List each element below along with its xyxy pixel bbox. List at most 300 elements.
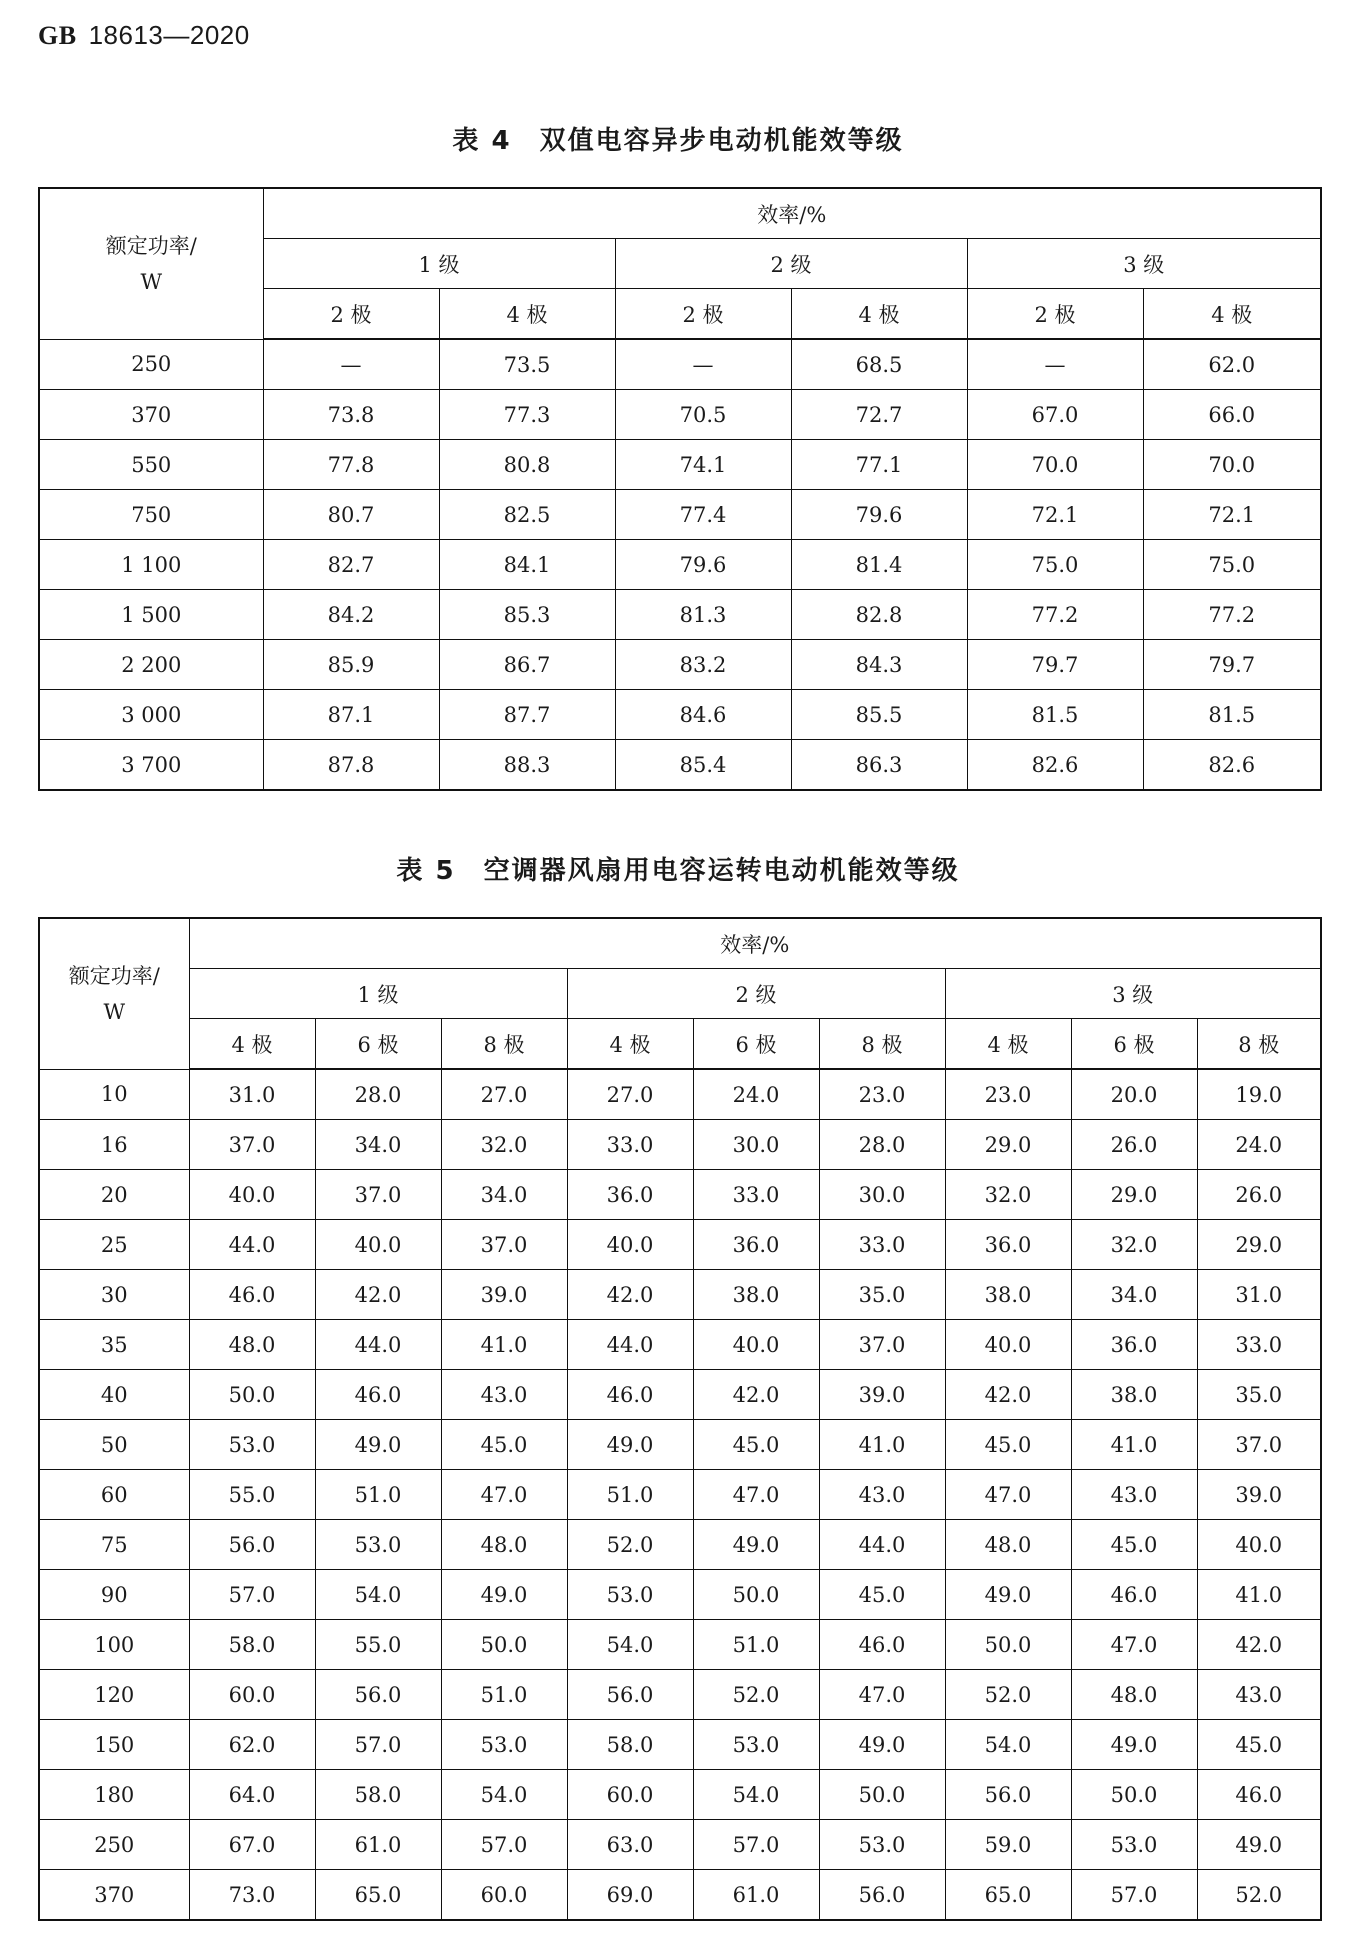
efficiency-cell: 49.0	[1197, 1820, 1321, 1870]
table5-pole-row	[39, 1019, 1321, 1070]
efficiency-cell: 27.0	[441, 1069, 567, 1120]
rated-power-cell: 1 100	[39, 540, 263, 590]
efficiency-cell: 81.5	[1143, 690, 1321, 740]
efficiency-cell: 47.0	[1071, 1620, 1197, 1670]
efficiency-cell: 41.0	[1197, 1570, 1321, 1620]
efficiency-cell: 58.0	[315, 1770, 441, 1820]
efficiency-cell: 57.0	[441, 1820, 567, 1870]
efficiency-cell: 33.0	[567, 1120, 693, 1170]
efficiency-cell: 46.0	[1071, 1570, 1197, 1620]
efficiency-cell: 37.0	[819, 1320, 945, 1370]
efficiency-cell: 74.1	[615, 440, 791, 490]
table-row	[39, 1520, 1321, 1570]
efficiency-cell: 24.0	[1197, 1120, 1321, 1170]
efficiency-cell: 70.5	[615, 390, 791, 440]
rated-power-label: 额定功率/	[105, 233, 197, 258]
efficiency-cell: 32.0	[945, 1170, 1071, 1220]
grade-header: 3 级	[967, 239, 1321, 289]
rated-power-cell: 35	[39, 1320, 189, 1370]
efficiency-cell: 84.2	[263, 590, 439, 640]
efficiency-cell: 60.0	[441, 1870, 567, 1921]
rated-power-cell: 40	[39, 1370, 189, 1420]
efficiency-cell: 51.0	[693, 1620, 819, 1670]
efficiency-cell: 28.0	[819, 1120, 945, 1170]
efficiency-cell: 40.0	[693, 1320, 819, 1370]
pole-header: 8 极	[441, 1019, 567, 1070]
rated-power-cell: 1 500	[39, 590, 263, 640]
table-row	[39, 1120, 1321, 1170]
efficiency-cell: 24.0	[693, 1069, 819, 1120]
efficiency-cell: 49.0	[945, 1570, 1071, 1620]
efficiency-cell: 50.0	[819, 1770, 945, 1820]
efficiency-cell: 50.0	[189, 1370, 315, 1420]
pole-header: 4 极	[1143, 289, 1321, 340]
efficiency-cell: 61.0	[315, 1820, 441, 1870]
rated-power-cell: 120	[39, 1670, 189, 1720]
efficiency-cell: 41.0	[441, 1320, 567, 1370]
efficiency-cell: 80.7	[263, 490, 439, 540]
efficiency-cell: 46.0	[189, 1270, 315, 1320]
efficiency-cell: —	[967, 339, 1143, 390]
efficiency-cell: 77.8	[263, 440, 439, 490]
efficiency-cell: 53.0	[189, 1420, 315, 1470]
efficiency-cell: 30.0	[819, 1170, 945, 1220]
efficiency-cell: 38.0	[693, 1270, 819, 1320]
efficiency-cell: 56.0	[315, 1670, 441, 1720]
table5-rated-power-header	[39, 918, 189, 1069]
efficiency-cell: 49.0	[1071, 1720, 1197, 1770]
efficiency-cell: 45.0	[945, 1420, 1071, 1470]
pole-header: 4 极	[439, 289, 615, 340]
efficiency-cell: 88.3	[439, 740, 615, 791]
efficiency-cell: 49.0	[315, 1420, 441, 1470]
efficiency-cell: 23.0	[819, 1069, 945, 1120]
efficiency-cell: 52.0	[693, 1670, 819, 1720]
efficiency-cell: 40.0	[567, 1220, 693, 1270]
table4-caption	[0, 120, 1356, 157]
efficiency-cell: 72.1	[967, 490, 1143, 540]
efficiency-cell: 45.0	[441, 1420, 567, 1470]
efficiency-cell: 23.0	[945, 1069, 1071, 1120]
efficiency-cell: 64.0	[189, 1770, 315, 1820]
rated-power-cell: 180	[39, 1770, 189, 1820]
efficiency-cell: 53.0	[1071, 1820, 1197, 1870]
efficiency-cell: 60.0	[567, 1770, 693, 1820]
table-row	[39, 590, 1321, 640]
efficiency-cell: 72.1	[1143, 490, 1321, 540]
efficiency-cell: 35.0	[1197, 1370, 1321, 1420]
efficiency-cell: 38.0	[1071, 1370, 1197, 1420]
grade-header: 2 级	[615, 239, 967, 289]
rated-power-cell: 75	[39, 1520, 189, 1570]
rated-power-cell: 10	[39, 1069, 189, 1120]
efficiency-cell: 67.0	[189, 1820, 315, 1870]
rated-power-cell: 100	[39, 1620, 189, 1670]
efficiency-cell: 55.0	[189, 1470, 315, 1520]
efficiency-cell: 50.0	[693, 1570, 819, 1620]
efficiency-cell: 72.7	[791, 390, 967, 440]
efficiency-cell: 29.0	[945, 1120, 1071, 1170]
efficiency-cell: 45.0	[693, 1420, 819, 1470]
efficiency-cell: 41.0	[1071, 1420, 1197, 1470]
efficiency-cell: 51.0	[567, 1470, 693, 1520]
efficiency-cell: 73.5	[439, 339, 615, 390]
efficiency-cell: 46.0	[819, 1620, 945, 1670]
efficiency-cell: 49.0	[441, 1570, 567, 1620]
efficiency-cell: 45.0	[1197, 1720, 1321, 1770]
efficiency-cell: 40.0	[1197, 1520, 1321, 1570]
efficiency-cell: 48.0	[441, 1520, 567, 1570]
document-header	[38, 20, 250, 51]
efficiency-cell: 50.0	[945, 1620, 1071, 1670]
efficiency-cell: 45.0	[819, 1570, 945, 1620]
rated-power-cell: 250	[39, 1820, 189, 1870]
efficiency-cell: 54.0	[315, 1570, 441, 1620]
pole-header: 4 极	[945, 1019, 1071, 1070]
efficiency-cell: 34.0	[315, 1120, 441, 1170]
efficiency-cell: 40.0	[315, 1220, 441, 1270]
efficiency-cell: 49.0	[819, 1720, 945, 1770]
efficiency-cell: 65.0	[945, 1870, 1071, 1921]
efficiency-cell: 77.4	[615, 490, 791, 540]
efficiency-cell: 45.0	[1071, 1520, 1197, 1570]
efficiency-cell: 60.0	[189, 1670, 315, 1720]
table-row	[39, 1470, 1321, 1520]
efficiency-cell: 54.0	[441, 1770, 567, 1820]
efficiency-cell: 52.0	[567, 1520, 693, 1570]
rated-power-cell: 90	[39, 1570, 189, 1620]
efficiency-cell: 84.6	[615, 690, 791, 740]
efficiency-cell: 82.7	[263, 540, 439, 590]
efficiency-cell: 56.0	[189, 1520, 315, 1570]
efficiency-cell: 43.0	[1197, 1670, 1321, 1720]
table5-caption-number: 表 5	[396, 856, 456, 886]
efficiency-cell: 58.0	[567, 1720, 693, 1770]
pole-header: 2 极	[263, 289, 439, 340]
rated-power-cell: 30	[39, 1270, 189, 1320]
efficiency-cell: 31.0	[1197, 1270, 1321, 1320]
efficiency-cell: 27.0	[567, 1069, 693, 1120]
efficiency-cell: 35.0	[819, 1270, 945, 1320]
efficiency-cell: 54.0	[945, 1720, 1071, 1770]
efficiency-cell: 77.2	[1143, 590, 1321, 640]
efficiency-cell: 81.5	[967, 690, 1143, 740]
efficiency-cell: 52.0	[945, 1670, 1071, 1720]
efficiency-cell: 48.0	[1071, 1670, 1197, 1720]
efficiency-cell: 50.0	[1071, 1770, 1197, 1820]
efficiency-cell: 62.0	[1143, 339, 1321, 390]
rated-power-cell: 550	[39, 440, 263, 490]
efficiency-cell: 34.0	[1071, 1270, 1197, 1320]
efficiency-cell: 46.0	[315, 1370, 441, 1420]
rated-power-unit: W	[140, 269, 163, 294]
table-row	[39, 1620, 1321, 1670]
table-row	[39, 1870, 1321, 1921]
efficiency-cell: 80.8	[439, 440, 615, 490]
rated-power-label: 额定功率/	[68, 963, 160, 988]
efficiency-cell: 84.1	[439, 540, 615, 590]
efficiency-cell: 56.0	[567, 1670, 693, 1720]
standard-code: GB	[38, 21, 77, 50]
table-row	[39, 440, 1321, 490]
rated-power-cell: 25	[39, 1220, 189, 1270]
efficiency-cell: 33.0	[819, 1220, 945, 1270]
efficiency-cell: 38.0	[945, 1270, 1071, 1320]
pole-header: 8 极	[819, 1019, 945, 1070]
efficiency-cell: 87.1	[263, 690, 439, 740]
efficiency-cell: 62.0	[189, 1720, 315, 1770]
efficiency-cell: 40.0	[189, 1170, 315, 1220]
table5-efficiency-header: 效率/%	[189, 918, 1321, 969]
efficiency-cell: 47.0	[819, 1670, 945, 1720]
table4-rated-power-header	[39, 188, 263, 339]
efficiency-cell: —	[615, 339, 791, 390]
grade-header: 3 级	[945, 969, 1321, 1019]
efficiency-cell: 48.0	[189, 1320, 315, 1370]
efficiency-cell: 40.0	[945, 1320, 1071, 1370]
table5-grade-row	[39, 969, 1321, 1019]
efficiency-cell: 44.0	[189, 1220, 315, 1270]
efficiency-cell: 77.2	[967, 590, 1143, 640]
efficiency-cell: 53.0	[693, 1720, 819, 1770]
efficiency-cell: 51.0	[441, 1670, 567, 1720]
efficiency-cell: 44.0	[819, 1520, 945, 1570]
efficiency-cell: 28.0	[315, 1069, 441, 1120]
pole-header: 6 极	[315, 1019, 441, 1070]
table-row	[39, 690, 1321, 740]
efficiency-cell: 63.0	[567, 1820, 693, 1870]
efficiency-cell: 36.0	[945, 1220, 1071, 1270]
efficiency-cell: 33.0	[1197, 1320, 1321, 1370]
efficiency-cell: 85.5	[791, 690, 967, 740]
efficiency-cell: 32.0	[1071, 1220, 1197, 1270]
table-row	[39, 540, 1321, 590]
table5	[38, 917, 1322, 1921]
table-row	[39, 1170, 1321, 1220]
efficiency-cell: 44.0	[567, 1320, 693, 1370]
efficiency-cell: 37.0	[441, 1220, 567, 1270]
efficiency-cell: 41.0	[819, 1420, 945, 1470]
efficiency-cell: 87.8	[263, 740, 439, 791]
efficiency-cell: 85.9	[263, 640, 439, 690]
grade-header: 2 级	[567, 969, 945, 1019]
rated-power-cell: 3 000	[39, 690, 263, 740]
efficiency-cell: 42.0	[1197, 1620, 1321, 1670]
table4-caption-title: 双值电容异步电动机能效等级	[539, 126, 904, 156]
table-row	[39, 1270, 1321, 1320]
efficiency-cell: 30.0	[693, 1120, 819, 1170]
efficiency-cell: 83.2	[615, 640, 791, 690]
efficiency-cell: 53.0	[315, 1520, 441, 1570]
efficiency-cell: 36.0	[1071, 1320, 1197, 1370]
efficiency-cell: 46.0	[567, 1370, 693, 1420]
efficiency-cell: 54.0	[693, 1770, 819, 1820]
efficiency-cell: 51.0	[315, 1470, 441, 1520]
rated-power-cell: 370	[39, 390, 263, 440]
efficiency-cell: 85.3	[439, 590, 615, 640]
efficiency-cell: 75.0	[1143, 540, 1321, 590]
table-row	[39, 1320, 1321, 1370]
efficiency-cell: 68.5	[791, 339, 967, 390]
pole-header: 4 极	[189, 1019, 315, 1070]
rated-power-cell: 2 200	[39, 640, 263, 690]
rated-power-cell: 60	[39, 1470, 189, 1520]
efficiency-cell: 20.0	[1071, 1069, 1197, 1120]
table-row	[39, 1420, 1321, 1470]
efficiency-cell: 73.0	[189, 1870, 315, 1921]
efficiency-cell: 43.0	[1071, 1470, 1197, 1520]
efficiency-cell: 67.0	[967, 390, 1143, 440]
pole-header: 6 极	[693, 1019, 819, 1070]
rated-power-cell: 150	[39, 1720, 189, 1770]
efficiency-cell: —	[263, 339, 439, 390]
efficiency-cell: 43.0	[819, 1470, 945, 1520]
efficiency-cell: 56.0	[819, 1870, 945, 1921]
table-row	[39, 740, 1321, 791]
grade-header: 1 级	[189, 969, 567, 1019]
efficiency-cell: 37.0	[189, 1120, 315, 1170]
efficiency-cell: 47.0	[945, 1470, 1071, 1520]
efficiency-cell: 84.3	[791, 640, 967, 690]
table-row	[39, 490, 1321, 540]
rated-power-cell: 16	[39, 1120, 189, 1170]
efficiency-cell: 86.3	[791, 740, 967, 791]
efficiency-cell: 53.0	[567, 1570, 693, 1620]
efficiency-cell: 36.0	[693, 1220, 819, 1270]
table4-body	[39, 339, 1321, 790]
pole-header: 2 极	[615, 289, 791, 340]
rated-power-unit: W	[103, 999, 126, 1024]
pole-header: 4 极	[791, 289, 967, 340]
efficiency-cell: 31.0	[189, 1069, 315, 1120]
efficiency-cell: 73.8	[263, 390, 439, 440]
table5-caption	[0, 850, 1356, 887]
efficiency-cell: 42.0	[693, 1370, 819, 1420]
efficiency-cell: 29.0	[1197, 1220, 1321, 1270]
rated-power-cell: 250	[39, 339, 263, 390]
table-row	[39, 1370, 1321, 1420]
efficiency-cell: 61.0	[693, 1870, 819, 1921]
efficiency-cell: 52.0	[1197, 1870, 1321, 1921]
efficiency-cell: 57.0	[315, 1720, 441, 1770]
efficiency-cell: 81.4	[791, 540, 967, 590]
efficiency-cell: 66.0	[1143, 390, 1321, 440]
table-row	[39, 1670, 1321, 1720]
efficiency-cell: 55.0	[315, 1620, 441, 1670]
efficiency-cell: 39.0	[441, 1270, 567, 1320]
table-row	[39, 1570, 1321, 1620]
efficiency-cell: 37.0	[315, 1170, 441, 1220]
table4-efficiency-header: 效率/%	[263, 188, 1321, 239]
efficiency-cell: 82.8	[791, 590, 967, 640]
efficiency-cell: 43.0	[441, 1370, 567, 1420]
table4	[38, 187, 1322, 791]
efficiency-cell: 42.0	[315, 1270, 441, 1320]
table-row	[39, 1720, 1321, 1770]
efficiency-cell: 57.0	[1071, 1870, 1197, 1921]
efficiency-cell: 26.0	[1071, 1120, 1197, 1170]
efficiency-cell: 37.0	[1197, 1420, 1321, 1470]
efficiency-cell: 50.0	[441, 1620, 567, 1670]
efficiency-cell: 87.7	[439, 690, 615, 740]
table-row	[39, 640, 1321, 690]
pole-header: 4 极	[567, 1019, 693, 1070]
rated-power-cell: 50	[39, 1420, 189, 1470]
efficiency-cell: 39.0	[819, 1370, 945, 1420]
efficiency-cell: 70.0	[1143, 440, 1321, 490]
efficiency-cell: 58.0	[189, 1620, 315, 1670]
efficiency-cell: 79.7	[1143, 640, 1321, 690]
efficiency-cell: 79.6	[791, 490, 967, 540]
rated-power-cell: 3 700	[39, 740, 263, 791]
pole-header: 6 极	[1071, 1019, 1197, 1070]
standard-number: 18613—2020	[88, 20, 250, 50]
pole-header: 8 极	[1197, 1019, 1321, 1070]
rated-power-cell: 750	[39, 490, 263, 540]
efficiency-cell: 19.0	[1197, 1069, 1321, 1120]
table5-body	[39, 1069, 1321, 1920]
efficiency-cell: 26.0	[1197, 1170, 1321, 1220]
rated-power-cell: 20	[39, 1170, 189, 1220]
efficiency-cell: 59.0	[945, 1820, 1071, 1870]
efficiency-cell: 33.0	[693, 1170, 819, 1220]
efficiency-cell: 29.0	[1071, 1170, 1197, 1220]
table5-caption-title: 空调器风扇用电容运转电动机能效等级	[483, 856, 960, 886]
efficiency-cell: 42.0	[945, 1370, 1071, 1420]
efficiency-cell: 86.7	[439, 640, 615, 690]
efficiency-cell: 85.4	[615, 740, 791, 791]
efficiency-cell: 57.0	[693, 1820, 819, 1870]
efficiency-cell: 82.6	[967, 740, 1143, 791]
efficiency-cell: 39.0	[1197, 1470, 1321, 1520]
efficiency-cell: 32.0	[441, 1120, 567, 1170]
efficiency-cell: 82.5	[439, 490, 615, 540]
efficiency-cell: 36.0	[567, 1170, 693, 1220]
efficiency-cell: 69.0	[567, 1870, 693, 1921]
efficiency-cell: 42.0	[567, 1270, 693, 1320]
efficiency-cell: 49.0	[693, 1520, 819, 1570]
efficiency-cell: 34.0	[441, 1170, 567, 1220]
efficiency-cell: 79.6	[615, 540, 791, 590]
efficiency-cell: 77.1	[791, 440, 967, 490]
efficiency-cell: 49.0	[567, 1420, 693, 1470]
table-row	[39, 1069, 1321, 1120]
table-row	[39, 1820, 1321, 1870]
table4-caption-number: 表 4	[452, 126, 512, 156]
table-row	[39, 1220, 1321, 1270]
table-row	[39, 339, 1321, 390]
efficiency-cell: 46.0	[1197, 1770, 1321, 1820]
efficiency-cell: 82.6	[1143, 740, 1321, 791]
efficiency-cell: 53.0	[819, 1820, 945, 1870]
efficiency-cell: 54.0	[567, 1620, 693, 1670]
efficiency-cell: 53.0	[441, 1720, 567, 1770]
efficiency-cell: 77.3	[439, 390, 615, 440]
efficiency-cell: 70.0	[967, 440, 1143, 490]
efficiency-cell: 47.0	[693, 1470, 819, 1520]
efficiency-cell: 44.0	[315, 1320, 441, 1370]
efficiency-cell: 48.0	[945, 1520, 1071, 1570]
pole-header: 2 极	[967, 289, 1143, 340]
efficiency-cell: 57.0	[189, 1570, 315, 1620]
efficiency-cell: 75.0	[967, 540, 1143, 590]
table-row	[39, 390, 1321, 440]
table-row	[39, 1770, 1321, 1820]
efficiency-cell: 65.0	[315, 1870, 441, 1921]
efficiency-cell: 47.0	[441, 1470, 567, 1520]
grade-header: 1 级	[263, 239, 615, 289]
efficiency-cell: 56.0	[945, 1770, 1071, 1820]
